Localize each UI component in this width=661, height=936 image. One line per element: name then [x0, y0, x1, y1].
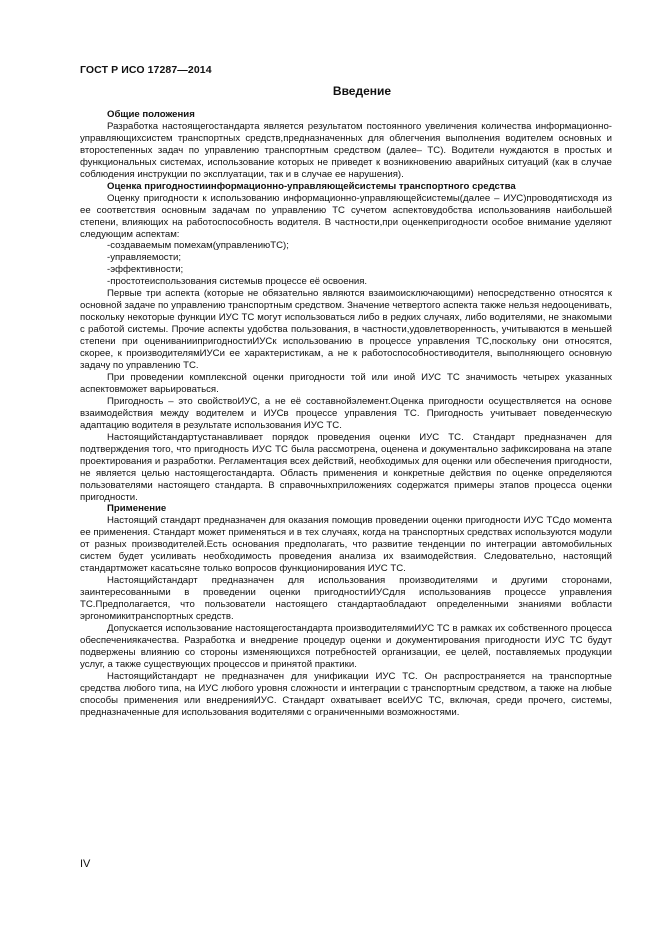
section-heading: Оценка пригодностиинформационно-управляющейсистемы транспортного средства	[107, 180, 516, 192]
section-heading: Применение	[107, 503, 167, 515]
list-item: -простотеиспользования системыв процессе её освоения.	[107, 276, 368, 288]
list-item: -управляемости;	[107, 252, 182, 264]
paragraph: Настоящий стандарт предназначен для оказания помощив проведении оценки пригодности ИУС ТСдо момента ее применения. Стандарт может применяться и в тех случаях, когда на транспортных средствах используются модули от разных производителей.Есть основания предполагать, что развитие тенденции по интеграции автомобильных систем будет усиливать необходимость проведения анализа их взаимодействия. Следовательно, настоящий стандартможет касатьсяне только вопросов функционирования ИУС ТС.	[80, 515, 612, 575]
paragraph: Настоящийстандарт предназначен для использования производителями и другими сторонами, заинтересованными в проведении оценки пригодностиИУСдля использованияв процессе управления ТС.Предполагается, что пользователи настоящего стандартаобладают определенными знаниями вобласти эргономикитранспортных средств.	[80, 575, 612, 623]
paragraph: Настоящийстандарт не предназначен для унификации ИУС ТС. Он распространяется на транспортные средства любого типа, на ИУС любого уровня сложности и интеграции с транспортным средством, а также на любые способы применения или внедренияИУС. Стандарт охватывает всеИУС ТС, включая, среди прочего, системы, предназначенные для использования водителями с ограниченными возможностями.	[80, 670, 612, 718]
document-body	[80, 109, 612, 719]
paragraph: Разработка настоящегостандарта является результатом постоянного увеличения количества информационно-управляющихсистем транспортных средств,предназначенных для облегчения выполнения водителем основных и второстепенных задач по управлению транспортным средством (далее– ТС). Водители нуждаются в простых и функциональных системах, использование которых не приведет к возникновению аварийных ситуаций (как в случае соблюдения инструкции по эксплуатации, так и в случае ее нарушения).	[80, 120, 612, 180]
paragraph: Настоящийстандартустанавливает порядок проведения оценки ИУС ТС. Стандарт предназначен для подтверждения того, что пригодность ИУС ТС была рассмотрена, оценена и документально зафиксирована на этапе проектирования и разработки. Регламентация всех действий, необходимых для оценки или обеспечения пригодности, не является целью настоящегостандарта. Область применения и конкретные действия по оценке определяются пользователями настоящего стандарта. В справочныхприложениях содержатся примеры этапов процесса оценки пригодности.	[80, 431, 612, 503]
paragraph: Допускается использование настоящегостандарта производителямиИУС ТС в рамках их собственного процесса обеспечениякачества. Разработка и внедрение процедур оценки и документирования пригодности ИУС ТС будут подвержены влиянию со стороны изменяющихся потребностей организации, ее целей, поставляемых продукции услуг, а также существующих процессов и принятой практики.	[80, 622, 612, 670]
page-number: IV	[80, 858, 91, 870]
paragraph: Первые три аспекта (которые не обязательно являются взаимоисключающими) непосредственно относятся к основной задаче по управлению транспортным средством. Значение четвертого аспекта также нельзя недооценивать, поскольку некоторые функции ИУС ТС могут использоваться либо в редких случаях, либо водителями, не знакомыми с работой системы. Прочие аспекты удобства пользования, в частности,удовлетворенность, учитываются в меньшей степени при оцениваниипригодностиИУСк использованию в процессе управления ТС,поскольку они относятся, скорее, к производителямИУСи ее характеристикам, а не к работоспособностиводителя, выполняющего основную задачу по управлению ТС.	[80, 288, 613, 372]
paragraph: Пригодность – это свойствоИУС, а не её составнойэлемент.Оценка пригодности осуществляется на основе взаимодействия между водителем и ИУСв процессе управления ТС. Пригодность учитывает поведенческую адаптацию водителя в результате использования ИУС ТС.	[80, 395, 612, 431]
section-title: Введение	[332, 84, 392, 98]
paragraph: Оценку пригодности к использованию информационно-управляющейсистемы(далее – ИУС)проводятисходя из ее соответствия основным задачам по управлению ТС сучетом аспектовудобства использованияв наибольшей степени, влияющих на работоспособность водителя. В частности,при оценкепригодности особое внимание уделяют следующим аспектам:	[80, 192, 612, 240]
list-item: -создаваемым помехам(управлениюТС);	[107, 240, 289, 252]
list-item: -эффективности;	[107, 264, 184, 276]
section-heading: Общие положения	[107, 109, 195, 120]
paragraph: При проведении комплексной оценки пригодности той или иной ИУС ТС значимость четырех указанных аспектовможет варьироваться.	[80, 371, 612, 395]
standard-header: ГОСТ Р ИСО 17287—2014	[80, 64, 212, 76]
